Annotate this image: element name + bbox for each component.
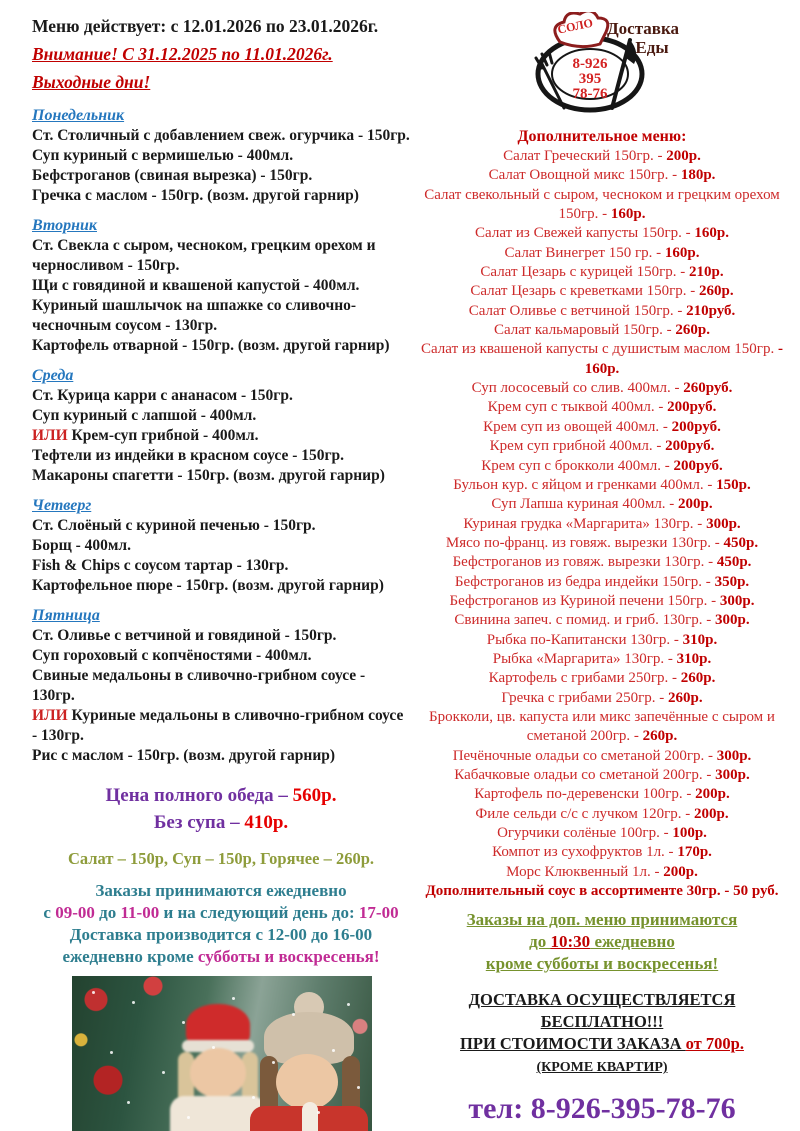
item-name: Крем суп с тыквой 400мл. - xyxy=(487,399,668,416)
full-lunch-price-line xyxy=(32,782,410,809)
warning-line-1: Внимание! С 31.12.2025 по 11.01.2026г. xyxy=(32,44,333,64)
item-price: 200руб. xyxy=(673,457,723,474)
no-soup-label: Без супа – xyxy=(153,812,245,833)
menu-item: Ст. Оливье с ветчиной и говядиной - 150гр. xyxy=(32,627,337,644)
extra-menu-item xyxy=(410,224,794,243)
extra-menu-item xyxy=(410,457,794,476)
brand-text-line1: Доставка xyxy=(606,19,680,38)
item-name: Салат свекольный с сыром, чесноком и грецким орехом 150гр. - xyxy=(424,186,780,223)
item-name: Салат Греческий 150гр. - xyxy=(503,148,667,164)
extra-menu-item: Дополнительный соус в ассортименте 30гр. - 50 руб. xyxy=(425,883,779,900)
footer-phone: тел: 8-926-395-78-76 xyxy=(468,1092,736,1126)
item-name: Суп Лапша куриная 400мл. - xyxy=(491,496,679,513)
menu-item: Картофель отварной - 150гр. (возм. другой гарнир) xyxy=(32,337,390,354)
item-name: Филе сельди с/с с лучком 120гр. - xyxy=(475,805,694,822)
item-price: 200руб. xyxy=(665,438,715,455)
item-price: 100р. xyxy=(672,825,707,842)
item-name: Гречка с грибами 250гр. - xyxy=(501,689,668,706)
item-price: - 160р. xyxy=(584,341,783,377)
order-line xyxy=(32,880,410,902)
item-name: Морс Клюквенный 1л. - xyxy=(506,863,664,880)
item-price: 310р. xyxy=(676,650,712,667)
extra-menu-item xyxy=(410,340,794,379)
item-name: Брокколи, цв. капуста или микс запечённые с сыром и сметаной 200гр. - xyxy=(429,708,775,745)
extra-menu-item xyxy=(410,553,794,572)
item-name: Бефстроганов из говяж. вырезки 130гр. - xyxy=(452,554,717,571)
warning-line-2: Выходные дни! xyxy=(32,72,151,92)
item-name: Бульон кур. с яйцом и гренками 400мл. - xyxy=(453,476,717,493)
item-name: Крем суп с брокколи 400мл. - xyxy=(481,457,674,474)
menu-item: ИЛИ Крем-суп грибной - 400мл. xyxy=(32,427,259,444)
menu-item: Макароны спагетти - 150гр. (возм. другой гарнир) xyxy=(32,467,385,484)
item-name: Крем суп из овощей 400мл. - xyxy=(483,418,672,435)
item-price: 260р. xyxy=(667,689,703,706)
extra-menu-item xyxy=(410,321,794,340)
item-price: 350р. xyxy=(714,573,750,590)
item-price: 160р. xyxy=(664,244,700,261)
chef-hat-icon xyxy=(555,12,608,47)
item-name: Бефстроганов из Куриной печени 150гр. - xyxy=(449,592,720,609)
winter-photo xyxy=(72,976,372,1131)
week-menu xyxy=(32,106,410,766)
item-price: 150р. xyxy=(716,476,751,493)
item-name: Картофель по-деревенски 100гр. - xyxy=(474,786,696,803)
note-line xyxy=(410,909,794,931)
item-name: Огурчики солёные 100гр. - xyxy=(497,825,673,842)
item-name: Рыбка «Маргарита» 130гр. - xyxy=(492,650,677,667)
validity-title: Меню действует: с 12.01.2026 по 23.01.2026г. xyxy=(32,16,379,36)
text-segment: (КРОМЕ КВАРТИР) xyxy=(536,1060,668,1076)
extra-menu-item xyxy=(410,418,794,437)
extra-menu-item xyxy=(410,631,794,650)
extra-menu-item xyxy=(410,166,794,185)
text-segment: ежедневно кроме xyxy=(62,947,198,966)
extra-menu-item xyxy=(410,282,794,301)
text-segment: 11-00 xyxy=(120,903,160,922)
text-segment: Заказы на доп. меню принимаются xyxy=(466,910,738,930)
item-price: 450р. xyxy=(723,534,759,551)
item-price: 260р. xyxy=(675,322,710,339)
no-soup-price-line xyxy=(32,809,410,836)
item-name: Салат из квашеной капусты с душистым маслом 150гр. xyxy=(421,341,778,358)
item-price: 310р. xyxy=(682,631,718,648)
menu-item: Картофельное пюре - 150гр. (возм. другой гарнир) xyxy=(32,577,384,594)
item-price: 300р. xyxy=(715,767,750,783)
text-segment: ПРИ СТОИМОСТИ ЗАКАЗА xyxy=(460,1034,686,1054)
text-segment: Заказы принимаются ежедневно xyxy=(95,881,347,900)
text-segment: Доставка производится с 12-00 до 16-00 xyxy=(69,925,373,944)
item-price: 450р. xyxy=(716,554,752,571)
item-price: 260р. xyxy=(642,728,678,745)
item-name: Картофель с грибами 250гр. - xyxy=(488,670,681,687)
extra-menu-title: Дополнительное меню: xyxy=(517,128,687,145)
order-line xyxy=(32,924,410,946)
text-segment: ежедневно xyxy=(590,932,675,952)
item-name: Печёночные оладьи со сметаной 200гр. - xyxy=(452,747,717,764)
extra-order-note xyxy=(410,909,794,975)
day-heading: Четверг xyxy=(32,497,92,514)
text-segment: от 700р. xyxy=(685,1034,744,1054)
extra-menu-item xyxy=(410,824,794,843)
extra-menu-item xyxy=(410,534,794,553)
note-line xyxy=(410,953,794,975)
extra-menu-item xyxy=(410,863,794,882)
or-label: ИЛИ xyxy=(32,707,72,724)
menu-item: ИЛИ Куриные медальоны в сливочно-грибном соусе - 130гр. xyxy=(32,707,404,744)
menu-item: Ст. Столичный с добавлением свеж. огурчика - 150гр. xyxy=(32,127,410,144)
no-soup-price: 410р. xyxy=(244,812,289,833)
item-price: 200руб. xyxy=(671,418,721,435)
text-segment: 10:30 xyxy=(550,932,591,952)
menu-item: Суп куриный с вермишелью - 400мл. xyxy=(32,147,294,164)
order-line xyxy=(32,902,410,924)
item-price: 160р. xyxy=(610,206,646,223)
extra-menu-item xyxy=(410,476,794,495)
day-heading-wrap xyxy=(32,216,410,236)
item-price: 170р. xyxy=(677,844,712,861)
item-price: 200р. xyxy=(695,786,730,803)
extra-menu-item xyxy=(410,611,794,630)
full-lunch-price: 560р. xyxy=(292,785,337,806)
item-price: 200р. xyxy=(663,863,698,880)
logo-phone-line2: 395 xyxy=(578,71,602,87)
item-name: Салат кальмаровый 150гр. - xyxy=(493,322,676,339)
item-name: Куриная грудка «Маргарита» 130гр. - xyxy=(463,515,707,532)
menu-item: Суп гороховый с копчёностями - 400мл. xyxy=(32,647,312,664)
extra-menu-item xyxy=(410,302,794,321)
brand-text-line2: Еды xyxy=(635,38,669,57)
text-segment: и на следующий день до: xyxy=(159,903,359,922)
item-name: Свинина запеч. с помид. и гриб. 130гр. - xyxy=(454,612,716,629)
day-heading: Среда xyxy=(32,367,74,384)
menu-item: Свиные медальоны в сливочно-грибном соусе - 130гр. xyxy=(32,667,366,704)
item-price: 180р. xyxy=(680,167,716,184)
logo-phone-line1: 8-926 xyxy=(572,56,608,72)
item-price: 210р. xyxy=(688,264,724,281)
extra-menu-item xyxy=(410,708,794,747)
delivery-info-block xyxy=(410,989,794,1079)
extra-menu-item xyxy=(410,573,794,592)
item-price: 260р. xyxy=(699,283,734,300)
extra-menu-list xyxy=(410,147,794,901)
menu-item: Ст. Слоёный с куриной печенью - 150гр. xyxy=(32,517,316,534)
text-segment: кроме субботы и воскресенья! xyxy=(485,954,719,974)
day-heading-wrap xyxy=(32,106,410,126)
menu-item: Гречка с маслом - 150гр. (возм. другой гарнир) xyxy=(32,187,359,204)
extra-menu-item xyxy=(410,766,794,785)
extra-menu-item xyxy=(410,244,794,263)
extra-menu-item xyxy=(410,379,794,398)
item-name: Суп лососевый со слив. 400мл. - xyxy=(471,380,684,397)
day-section xyxy=(32,216,410,356)
extra-menu-item xyxy=(410,437,794,456)
logo-phone-line3: 78-76 xyxy=(572,86,608,102)
day-section xyxy=(32,106,410,206)
day-heading: Понедельник xyxy=(32,107,125,124)
extra-menu-item xyxy=(410,515,794,534)
text-segment: до xyxy=(94,903,121,922)
delivery-line xyxy=(410,1033,794,1055)
pricing-block xyxy=(32,782,410,836)
extra-menu-item xyxy=(410,592,794,611)
order-line xyxy=(32,946,410,968)
day-section xyxy=(32,606,410,766)
menu-item: Куриный шашлычок на шпажке со сливочно-чесночным соусом - 130гр. xyxy=(32,297,357,334)
item-price: 200р. xyxy=(693,805,729,822)
extra-menu-item xyxy=(410,650,794,669)
item-price: 210руб. xyxy=(686,302,736,319)
snow-overlay xyxy=(72,976,372,1131)
item-name: Мясо по-франц. из говяж. вырезки 130гр. - xyxy=(445,534,724,551)
extra-menu-item xyxy=(410,669,794,688)
extra-menu-item xyxy=(410,843,794,862)
extra-menu-item xyxy=(410,689,794,708)
full-lunch-label: Цена полного обеда – xyxy=(105,785,293,806)
menu-item: Рис с маслом - 150гр. (возм. другой гарнир) xyxy=(32,747,336,764)
menu-item: Ст. Свекла с сыром, чесноком, грецким орехом и черносливом - 150гр. xyxy=(32,237,376,274)
menu-item: Тефтели из индейки в красном соусе - 150гр. xyxy=(32,447,345,464)
menu-item: Бефстроганов (свиная вырезка) - 150гр. xyxy=(32,167,313,184)
day-heading-wrap xyxy=(32,606,410,626)
day-heading-wrap xyxy=(32,366,410,386)
extra-menu-item xyxy=(410,747,794,766)
extra-menu-item xyxy=(410,398,794,417)
extra-menu-item xyxy=(410,785,794,804)
text-segment: ДОСТАВКА ОСУЩЕСТВЛЯЕТСЯ БЕСПЛАТНО!!! xyxy=(468,990,736,1032)
item-name: Салат из Свежей капусты 150гр. - xyxy=(475,225,695,242)
item-name: Салат Винегрет 150 гр. - xyxy=(504,244,665,261)
item-price: 300р. xyxy=(706,515,741,532)
extra-menu-item xyxy=(410,147,794,166)
item-price: 260руб. xyxy=(683,380,733,397)
order-info-block xyxy=(32,880,410,968)
item-price: 300р. xyxy=(716,747,752,764)
item-name: Салат Цезарь с курицей 150гр. - xyxy=(480,264,689,281)
delivery-line xyxy=(410,1055,794,1079)
menu-item: Ст. Курица карри с ананасом - 150гр. xyxy=(32,387,293,404)
extra-menu-item xyxy=(410,805,794,824)
text-segment: 09-00 xyxy=(55,903,95,922)
item-price: 260р. xyxy=(680,670,716,687)
menu-item: Суп куриный с лапшой - 400мл. xyxy=(32,407,257,424)
item-name: Крем суп грибной 400мл. - xyxy=(489,438,666,455)
note-line xyxy=(410,931,794,953)
day-heading: Вторник xyxy=(32,217,97,234)
item-name: Бефстроганов из бедра индейки 150гр. - xyxy=(454,573,715,590)
day-heading: Пятница xyxy=(32,607,100,624)
day-section xyxy=(32,366,410,486)
extra-menu-item xyxy=(410,186,794,225)
delivery-logo xyxy=(512,12,692,116)
item-price: 200р. xyxy=(678,496,713,513)
item-name: Салат Оливье с ветчиной 150гр. - xyxy=(468,302,687,319)
item-name: Салат Овощной микс 150гр. - xyxy=(488,167,681,184)
delivery-line xyxy=(410,989,794,1033)
extra-menu-item xyxy=(410,263,794,282)
item-name: Кабачковые оладьи со сметаной 200гр. - xyxy=(454,767,716,783)
item-name: Компот из сухофруктов 1л. - xyxy=(492,844,678,861)
or-label: ИЛИ xyxy=(32,427,72,444)
item-price: 200руб. xyxy=(667,399,717,416)
menu-item: Щи с говядиной и квашеной капустой - 400мл. xyxy=(32,277,360,294)
day-heading-wrap xyxy=(32,496,410,516)
item-name: Салат Цезарь с креветками 150гр. - xyxy=(470,283,700,300)
hat-brand-text: СОЛО xyxy=(556,15,595,37)
item-price: 300р. xyxy=(715,612,750,629)
extra-menu-item xyxy=(410,495,794,514)
text-segment: 17-00 xyxy=(358,903,399,922)
item-price: 300р. xyxy=(719,592,755,609)
menu-item: Fish & Chips с соусом тартар - 130гр. xyxy=(32,557,289,574)
item-price: 200р. xyxy=(666,148,701,164)
right-column xyxy=(410,0,800,1131)
text-segment: субботы и воскресенья! xyxy=(197,947,380,966)
text-segment: с xyxy=(43,903,56,922)
item-name: Рыбка по-Капитански 130гр. - xyxy=(486,631,683,648)
text-segment: до xyxy=(529,932,551,952)
item-price: 160р. xyxy=(694,225,729,242)
day-section xyxy=(32,496,410,596)
menu-item: Борщ - 400мл. xyxy=(32,537,131,554)
parts-price-line: Салат – 150р, Суп – 150р, Горячее – 260р. xyxy=(67,849,374,868)
